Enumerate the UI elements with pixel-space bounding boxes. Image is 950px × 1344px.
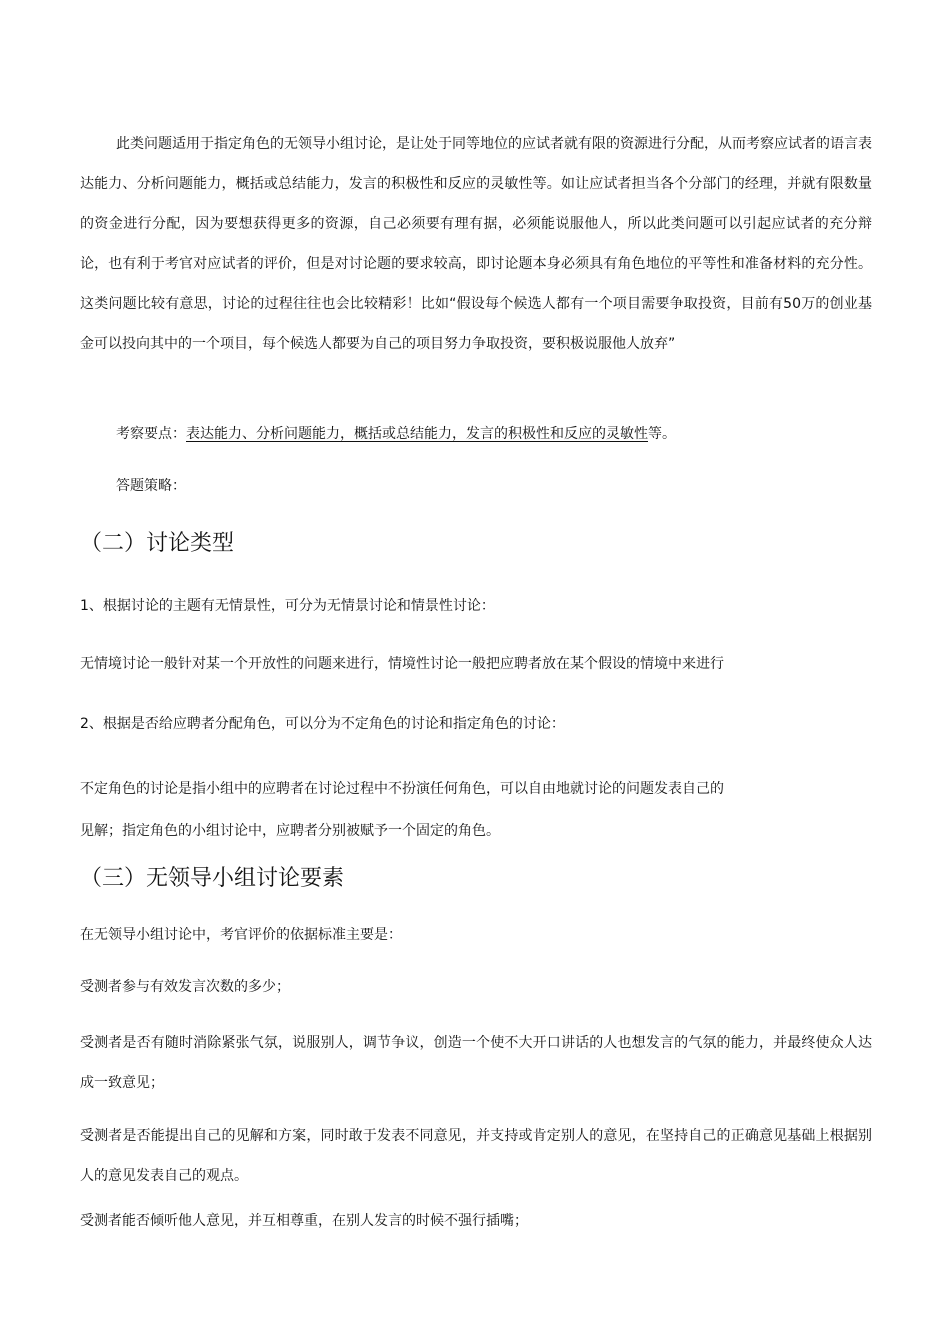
criteria-intro: 在无领导小组讨论中，考官评价的依据标准主要是： (80, 927, 402, 943)
discussion-type-item-2-desc (80, 768, 872, 852)
discussion-type-item-1: 1、根据讨论的主题有无情景性，可分为无情景讨论和情景性讨论： (80, 598, 495, 614)
criteria-item: 受测者是否能提出自己的见解和方案，同时敢于发表不同意见，并支持或肯定别人的意见，在坚持自己的正确意见基础上根据别人的意见发表自己的观点。 (80, 1128, 872, 1184)
item-2-desc-line-1: 不定角色的讨论是指小组中的应聘者在讨论过程中不扮演任何角色，可以自由地就讨论的问题发表自己的 (80, 781, 724, 797)
criteria-item: 受测者能否倾听他人意见，并互相尊重，在别人发言的时候不强行插嘴； (80, 1213, 528, 1229)
intro-paragraph: 此类问题适用于指定角色的无领导小组讨论，是让处于同等地位的应试者就有限的资源进行分配，从而考察应试者的语言表达能力、分析问题能力，概括或总结能力，发言的积极性和反应的灵敏性等。如让应试者担当各个分部门的经理，并就有限数量的资金进行分配，因为要想获得更多的资源，自己必须要有理有据，必须能说服他人，所以此类问题可以引起应试者的充分辩论，也有利于考官对应试者的评价，但是对讨论题的要求较高，即讨论题本身必须具有角色地位的平等性和准备材料的充分性。这类问题比较有意思，讨论的过程往往也会比较精彩！比如“假设每个候选人都有一个项目需要争取投资，目前有50万的创业基金可以投向其中的一个项目，每个候选人都要为自己的项目努力争取投资，要积极说服他人放弃” (80, 136, 872, 352)
key-points-underlined: 表达能力、分析问题能力，概括或总结能力，发言的积极性和反应的灵敏性 (186, 426, 648, 442)
key-points-suffix: 等。 (648, 426, 676, 442)
strategy-label: 答题策略： (116, 478, 186, 494)
key-points (116, 422, 872, 446)
criteria-item: 受测者参与有效发言次数的多少； (80, 979, 290, 995)
discussion-type-item-1-desc: 无情境讨论一般针对某一个开放性的问题来进行，情境性讨论一般把应聘者放在某个假设的情境中来进行 (80, 656, 724, 672)
discussion-type-item-2: 2、根据是否给应聘者分配角色，可以分为不定角色的讨论和指定角色的讨论： (80, 716, 565, 732)
key-points-label: 考察要点： (116, 426, 186, 442)
section-three-heading: （三）无领导小组讨论要素 (80, 866, 345, 891)
item-2-desc-line-2: 见解；指定角色的小组讨论中，应聘者分别被赋予一个固定的角色。 (80, 823, 500, 839)
section-two-heading: （二）讨论类型 (80, 531, 235, 556)
criteria-item: 受测者是否有随时消除紧张气氛，说服别人，调节争议，创造一个使不大开口讲话的人也想发言的气氛的能力，并最终使众人达成一致意见； (80, 1035, 872, 1091)
